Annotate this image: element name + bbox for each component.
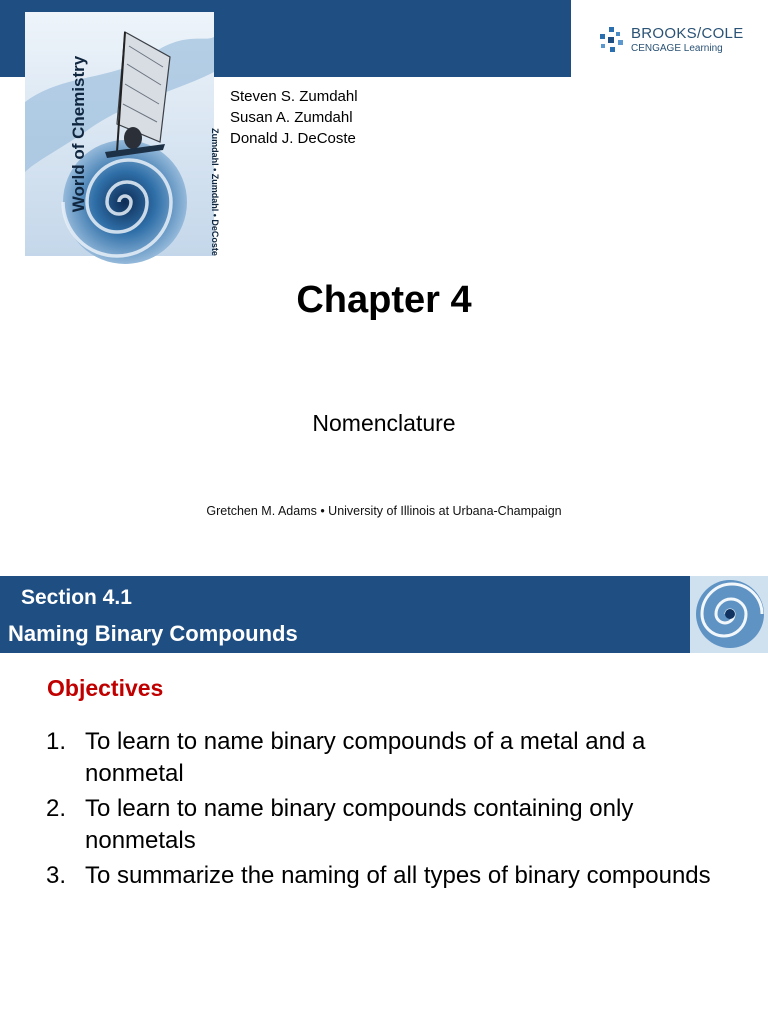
cover-authors: Zumdahl • Zumdahl • DeCoste <box>210 128 220 256</box>
author-name: Steven S. Zumdahl <box>230 88 358 105</box>
author-name: Donald J. DeCoste <box>230 130 356 147</box>
swirl-icon <box>690 576 768 653</box>
section-slide <box>0 576 768 1024</box>
swirl-thumbnail-image <box>690 576 768 653</box>
objective-number: 2. <box>46 795 67 822</box>
presenter-credit: Gretchen M. Adams • University of Illinois at Urbana-Champaign <box>206 504 562 518</box>
publisher-subline: CENGAGE Learning <box>631 43 723 54</box>
objectives-heading: Objectives <box>47 675 164 701</box>
cover-artwork <box>25 12 214 256</box>
section-number: Section 4.1 <box>21 586 132 609</box>
objective-number: 1. <box>46 728 67 755</box>
author-name: Susan A. Zumdahl <box>230 109 353 126</box>
author-list <box>230 86 358 149</box>
chapter-title: Chapter 4 <box>296 279 472 321</box>
objective-text: To learn to name binary compounds containing only nonmetals <box>85 795 634 854</box>
list-item <box>46 860 746 892</box>
cengage-dots-icon <box>597 26 627 56</box>
publisher-brand: BROOKS/COLE <box>631 25 744 42</box>
section-header-band <box>0 576 690 653</box>
objective-text: To learn to name binary compounds of a metal and a nonmetal <box>85 728 646 787</box>
section-title: Naming Binary Compounds <box>8 621 298 646</box>
cover-title: World of Chemistry <box>69 55 89 213</box>
list-item <box>46 793 746 857</box>
list-item <box>46 726 746 790</box>
chapter-subtitle: Nomenclature <box>312 410 456 436</box>
book-cover-image <box>25 12 220 256</box>
objectives-list <box>46 726 746 895</box>
objective-number: 3. <box>46 862 67 889</box>
publisher-logo <box>597 24 757 60</box>
objective-text: To summarize the naming of all types of binary compounds <box>85 862 711 889</box>
